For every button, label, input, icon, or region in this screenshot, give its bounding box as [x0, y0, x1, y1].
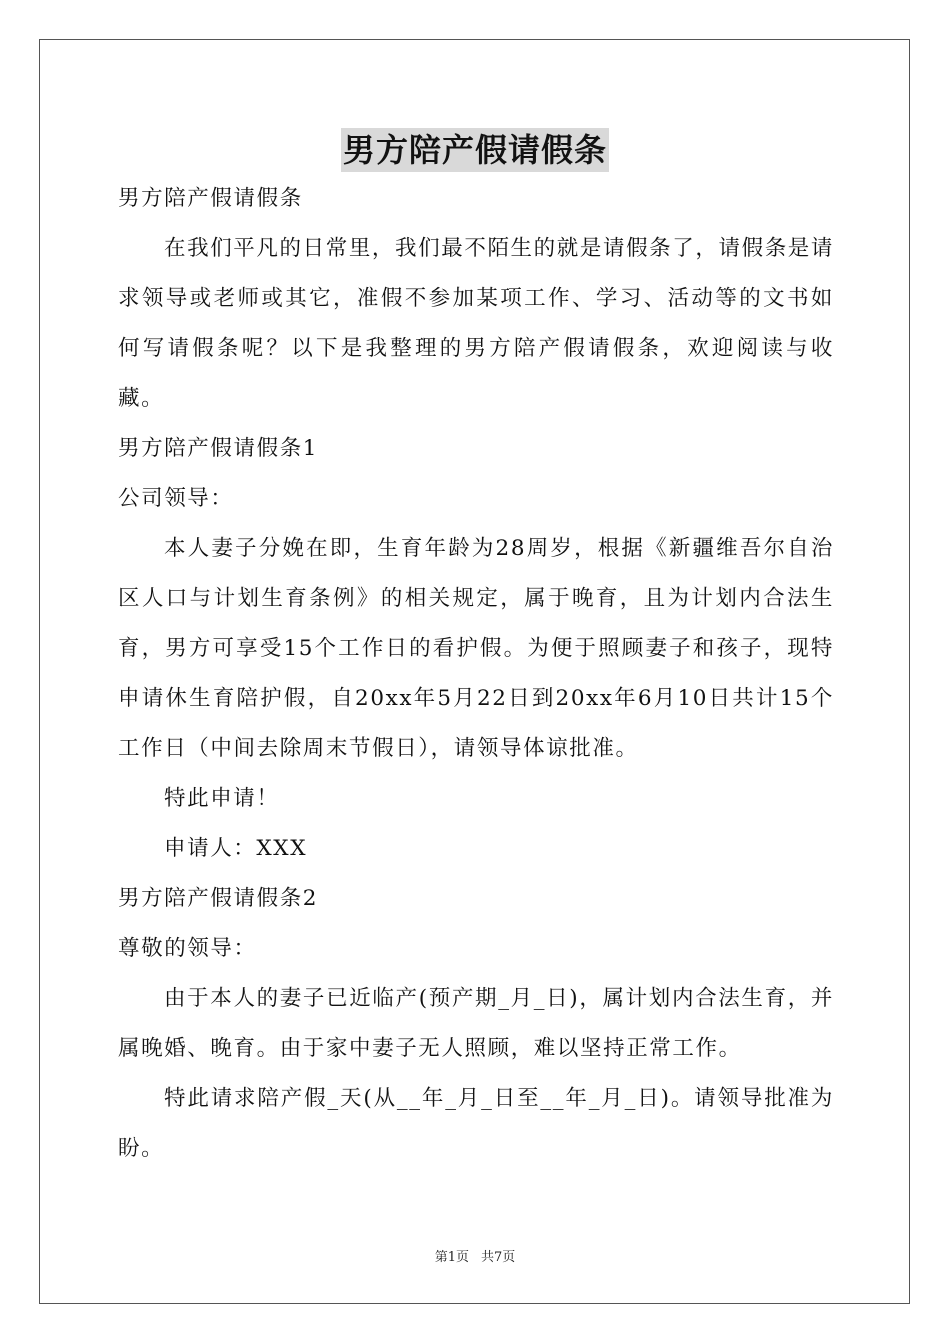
paragraph-body-2: 由于本人的妻子已近临产(预产期_月_日)，属计划内合法生育，并属晚婚、晚育。由于家中妻子无人照顾，难以坚持正常工作。 [118, 986, 834, 1061]
title-container [0, 128, 950, 172]
section-heading-1: 男方陪产假请假条1 [118, 436, 319, 461]
document-title: 男方陪产假请假条 [341, 128, 609, 172]
salutation-2: 尊敬的领导： [118, 936, 257, 961]
section-heading-2: 男方陪产假请假条2 [118, 886, 319, 911]
page-footer [0, 1246, 950, 1265]
paragraph-subtitle: 男方陪产假请假条 [118, 186, 303, 211]
salutation-1: 公司领导： [118, 486, 234, 511]
paragraph-body-1: 本人妻子分娩在即，生育年龄为28周岁，根据《新疆维吾尔自治区人口与计划生育条例》的相关规定，属于晚育，且为计划内合法生育，男方可享受15个工作日的看护假。为便于照顾妻子和孩子，现特申请休生育陪护假，自20xx年5月22日到20xx年6月10日共计15个工作日（中间去除周末节假日），请领导体谅批准。 [118, 536, 834, 761]
paragraph-request-2: 特此请求陪产假_天(从__年_月_日至__年_月_日)。请领导批准为盼。 [118, 1086, 834, 1161]
applicant-line: 申请人：XXX [164, 836, 308, 861]
paragraph-intro: 在我们平凡的日常里，我们最不陌生的就是请假条了，请假条是请求领导或老师或其它，准假不参加某项工作、学习、活动等的文书如何写请假条呢？以下是我整理的男方陪产假请假条，欢迎阅读与收藏。 [118, 236, 834, 411]
document-body [118, 174, 834, 1174]
closing-1: 特此申请！ [164, 786, 280, 811]
page-total: 共7页 [481, 1250, 516, 1265]
page-number: 第1页 [434, 1250, 469, 1265]
